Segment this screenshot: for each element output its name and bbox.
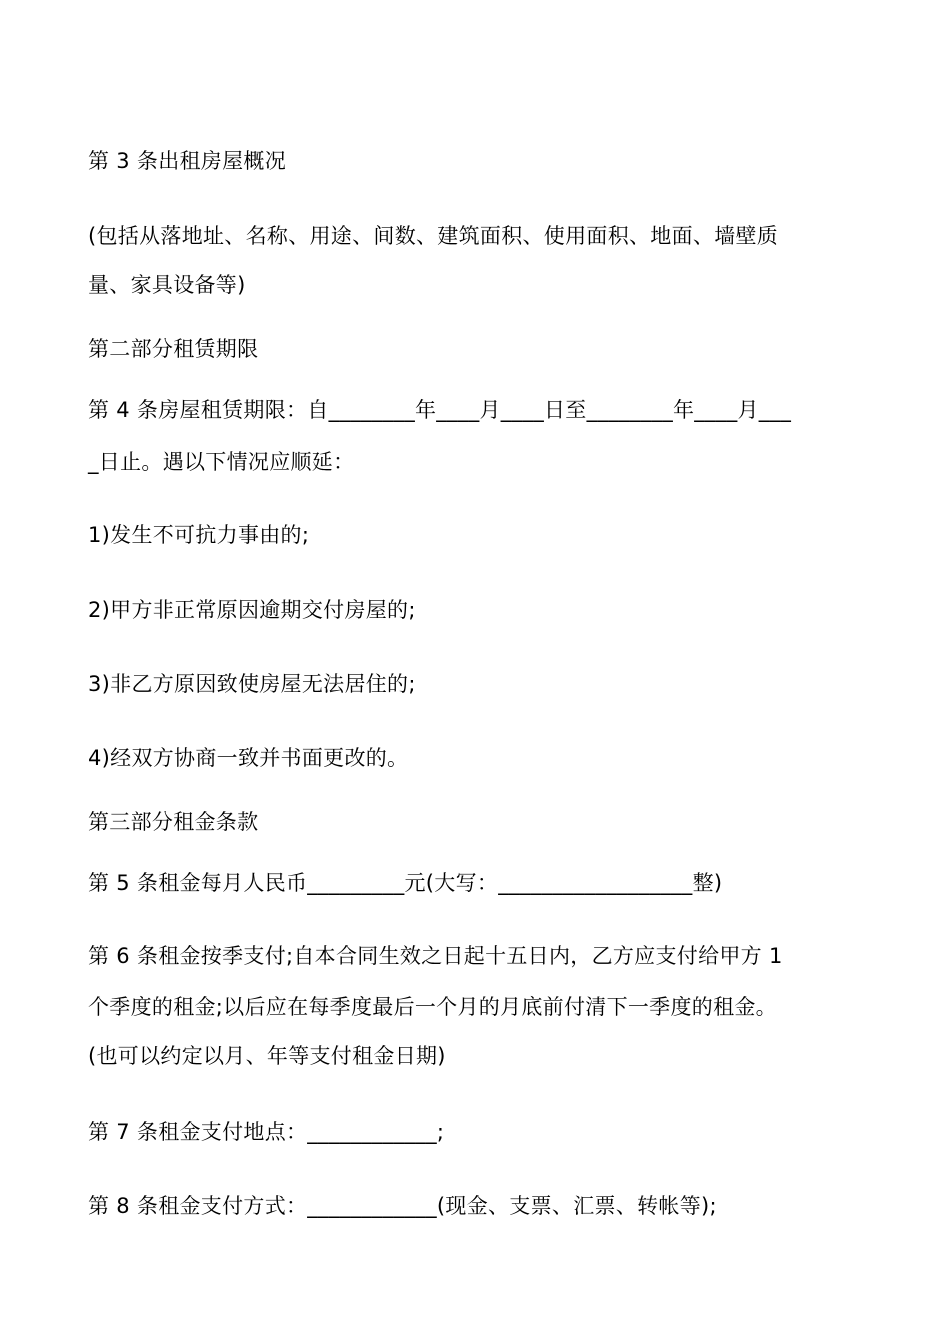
article-3-description-line-2: 量、家具设备等)	[88, 273, 246, 297]
article-8: 第 8 条租金支付方式：____________(现金、支票、汇票、转帐等);	[88, 1194, 717, 1218]
article-6-line-2: 个季度的租金;以后应在每季度最后一个月的月底前付清下一季度的租金。	[88, 995, 777, 1019]
condition-2: 2)甲方非正常原因逾期交付房屋的;	[88, 598, 416, 622]
condition-3: 3)非乙方原因致使房屋无法居住的;	[88, 672, 416, 696]
condition-4: 4)经双方协商一致并书面更改的。	[88, 746, 409, 770]
article-4-line-1: 第 4 条房屋租赁期限：自________年____月____日至________年____月___	[88, 398, 792, 422]
article-3-heading: 第 3 条出租房屋概况	[88, 149, 287, 173]
article-7: 第 7 条租金支付地点：____________;	[88, 1120, 445, 1144]
article-6-line-3: (也可以约定以月、年等支付租金日期)	[88, 1044, 446, 1068]
article-4-line-2: _日止。遇以下情况应顺延：	[88, 450, 355, 474]
article-3-description-line-1: (包括从落地址、名称、用途、间数、建筑面积、使用面积、地面、墙壁质	[88, 224, 779, 248]
condition-1: 1)发生不可抗力事由的;	[88, 523, 310, 547]
part-3-heading: 第三部分租金条款	[88, 810, 259, 834]
article-6-line-1: 第 6 条租金按季支付;自本合同生效之日起十五日内，乙方应支付给甲方 1	[88, 944, 783, 968]
part-2-heading: 第二部分租赁期限	[88, 337, 259, 361]
article-5: 第 5 条租金每月人民币_________元(大写：__________________整)	[88, 871, 723, 895]
